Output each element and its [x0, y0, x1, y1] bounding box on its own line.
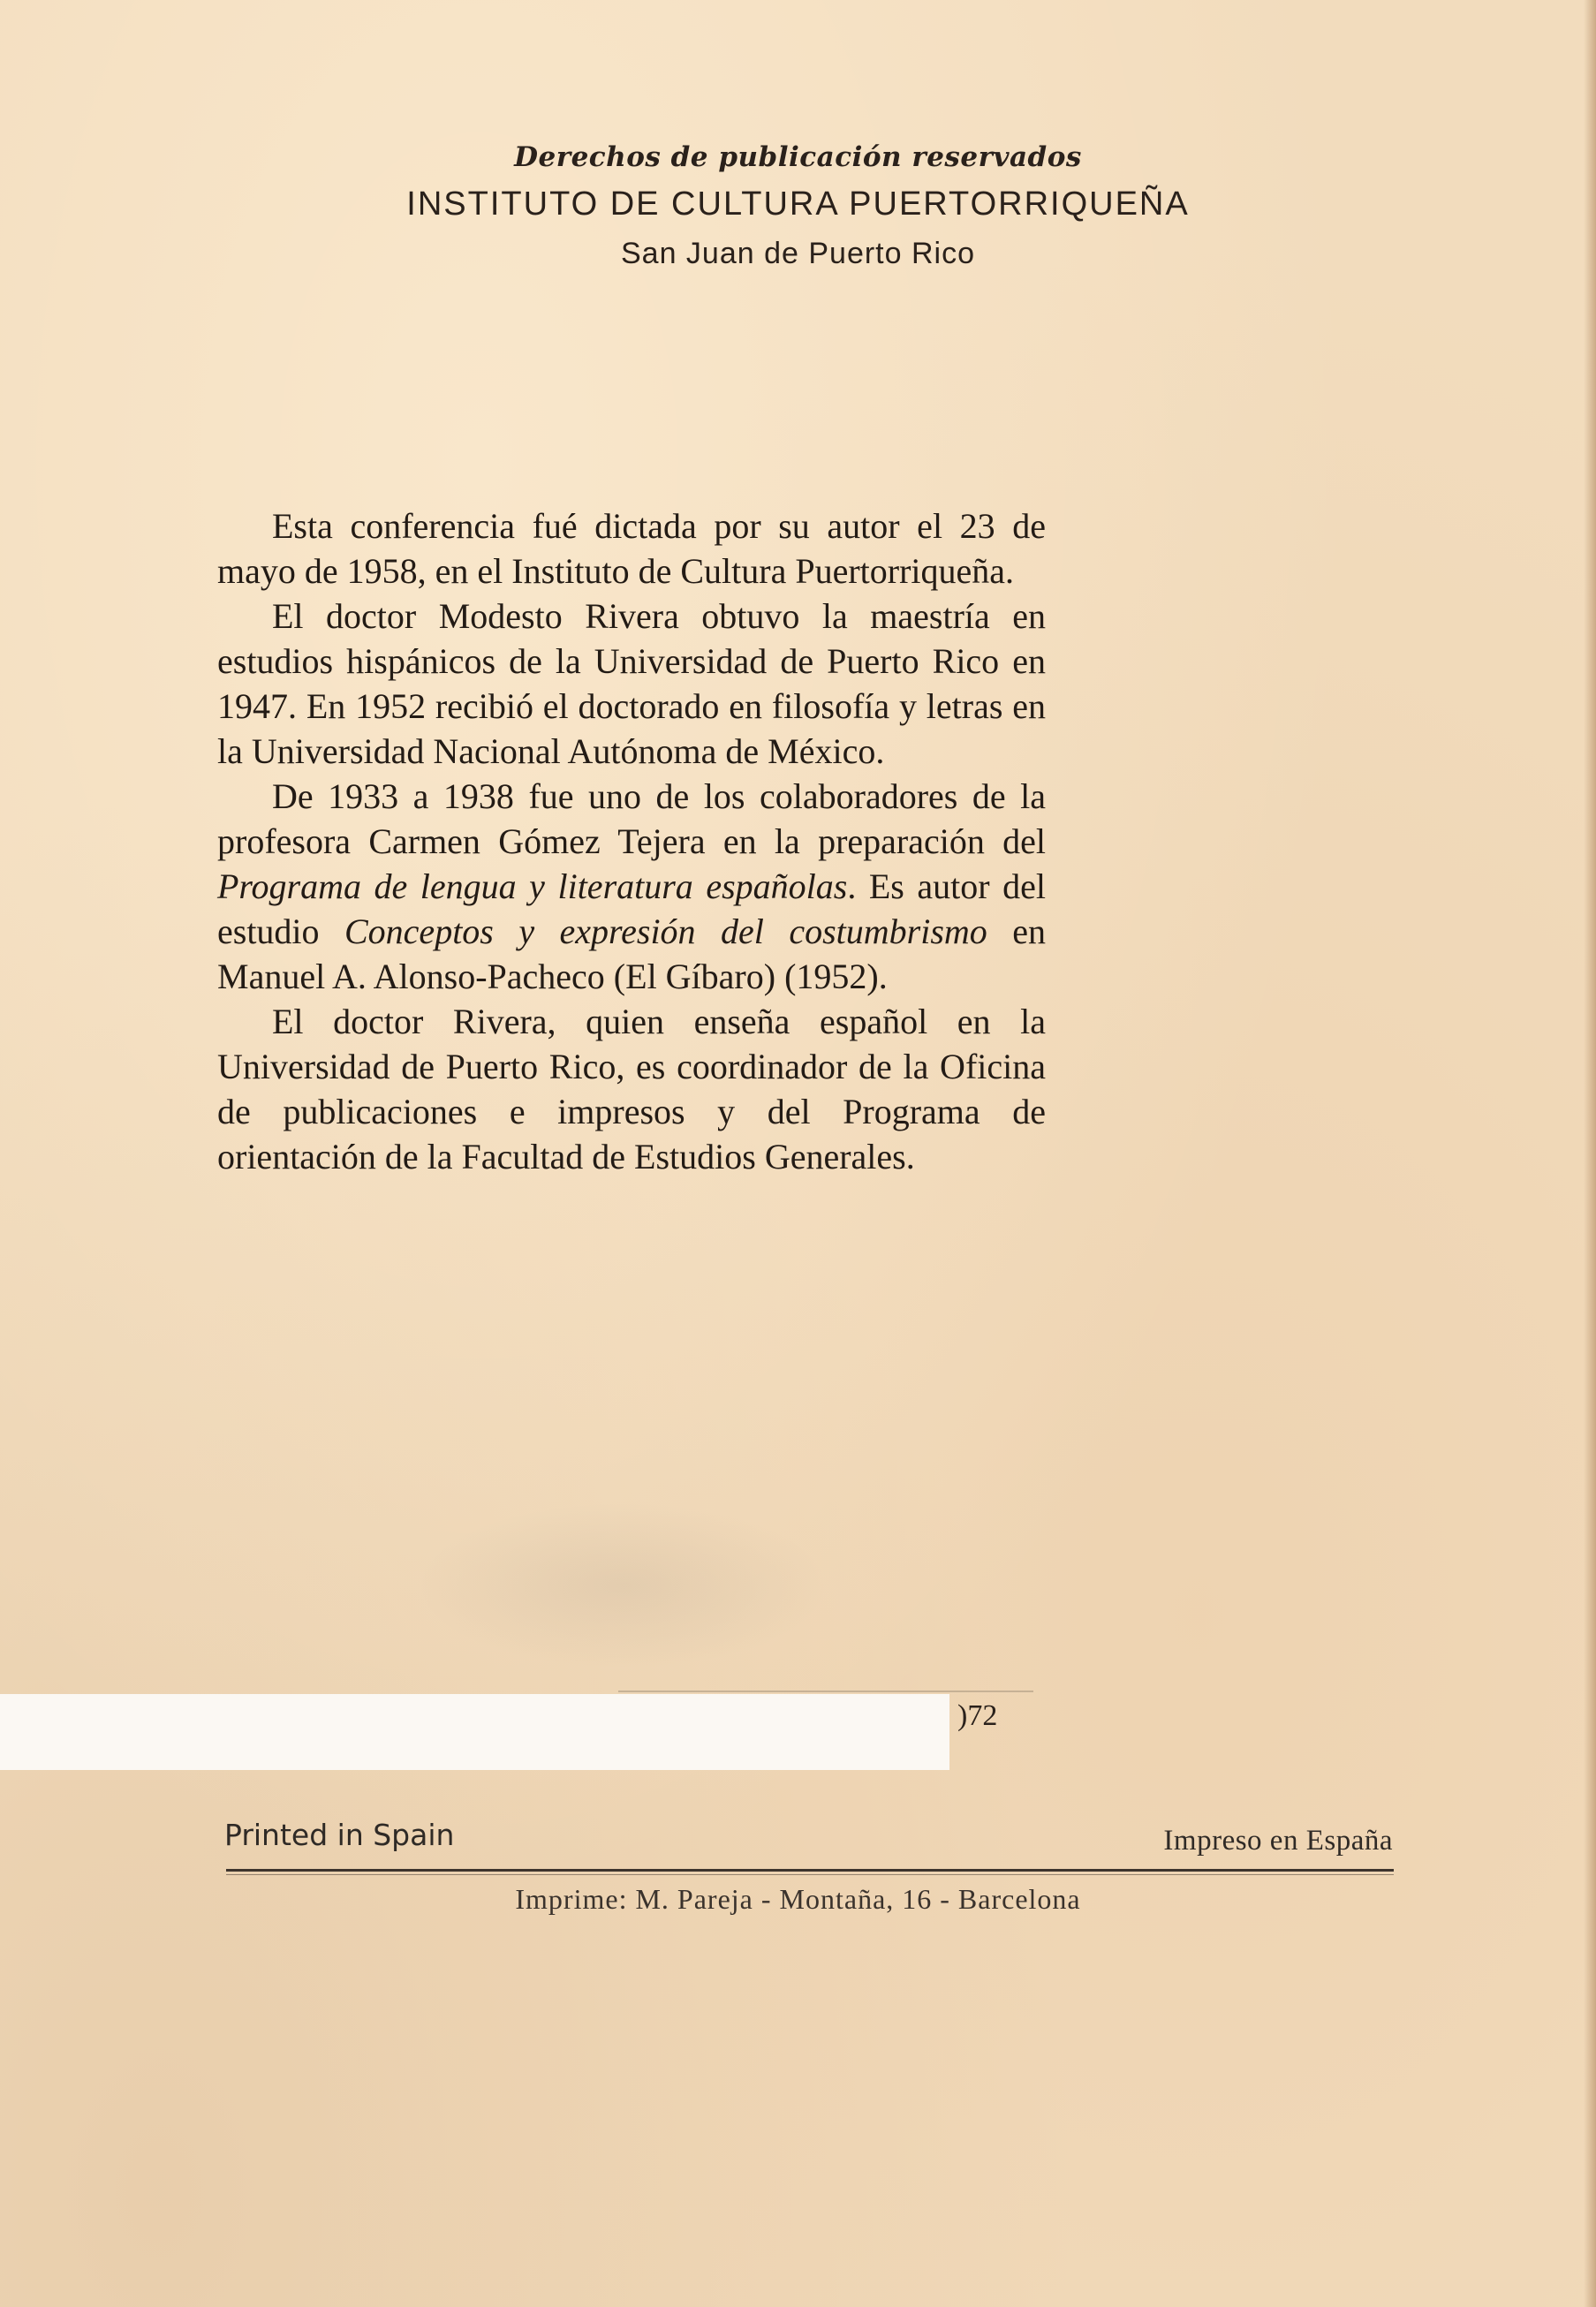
year-fragment: )72 [957, 1699, 998, 1732]
impreso-en-espana: Impreso en España [1163, 1825, 1393, 1857]
printed-in-spain: Printed in Spain [224, 1818, 455, 1852]
rights-notice: Derechos de publicación reservados [514, 141, 1082, 173]
paper-stain [415, 1501, 830, 1669]
strip-rule [618, 1691, 1033, 1692]
program-title: Programa de lengua y literatura españolas [217, 866, 848, 906]
paragraph-4: El doctor Rivera, quien enseña español en la Universidad de Puerto Rico, es coordinador de la Oficina de publicaciones e impresos y del Programa de orientación de la Facultad de Estudios Generales. [217, 1002, 1046, 1176]
redaction-strip [0, 1694, 949, 1770]
printer-line: Imprime: M. Pareja - Montaña, 16 - Barcelona [515, 1883, 1081, 1915]
institute-name: INSTITUTO DE CULTURA PUERTORRIQUEÑA [406, 185, 1190, 223]
paragraph-2: El doctor Modesto Rivera obtuvo la maestría en estudios hispánicos de la Universidad de Puerto Rico en 1947. En 1952 recibió el doctorado en filosofía y letras en la Universidad Nacional Autónoma de México. [217, 596, 1046, 771]
paragraph-3-text-c: . Es autor del estudio [217, 866, 1046, 951]
paragraph-1: Esta conferencia fué dictada por su autor el 23 de mayo de 1958, en el Instituto de Cultura Puertorriqueña. [217, 506, 1046, 591]
study-title: Conceptos y expresión del costumbrismo [344, 911, 987, 951]
footer-rule [226, 1869, 1394, 1872]
page-edge-shadow [1584, 0, 1596, 2307]
body-text [217, 503, 1046, 1179]
paragraph-3-text-a: De 1933 a 1938 fue uno de los colaboradores de la profesora Carmen Gómez Tejera en la preparación del [217, 776, 1046, 861]
paragraph-3 [217, 774, 1046, 999]
paragraph-3-text-e: en Manuel A. Alonso-Pacheco (El Gíbaro) (1952). [217, 911, 1046, 996]
footer-rule-thin [226, 1874, 1394, 1875]
city-name: San Juan de Puerto Rico [620, 237, 976, 270]
